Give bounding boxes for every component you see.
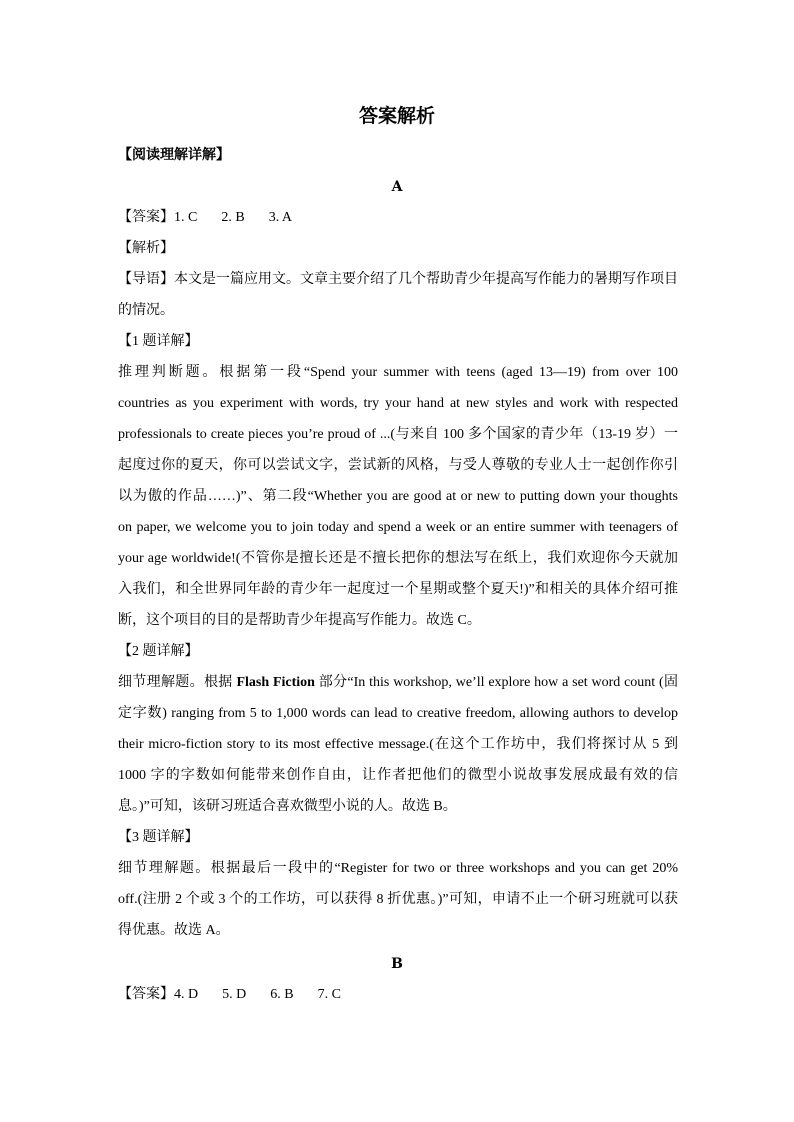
answer-item: 6. B — [270, 987, 294, 1002]
answer-item: 7. C — [317, 987, 341, 1002]
answer-line-b — [118, 985, 678, 1005]
q3-line: off.(注册 2 个或 3 个的工作坊，可以获得 8 折优惠。)”可知，申请不止一个研习班就可以获 — [118, 892, 678, 907]
answer-item: 5. D — [222, 987, 247, 1002]
q2-line — [118, 673, 678, 693]
q1-line: professionals to create pieces you’re proud of ...(与来自 100 多个国家的青少年（13-19 岁）一 — [118, 427, 678, 442]
q2-text: 细节理解题。根据 — [118, 675, 237, 690]
q1-line: 推理判断题。根据第一段“Spend your summer with teens (aged 13—19) from over 100 — [118, 365, 678, 380]
answer-item: 2. B — [221, 210, 245, 225]
q3-line: 细节理解题。根据最后一段中的“Register for two or three workshops and you can get 20% — [118, 861, 678, 876]
q2-line: 定字数) ranging from 5 to 1,000 words can lead to creative freedom, allowing authors to develop — [118, 706, 678, 721]
q1-line: 入我们，和全世界同年龄的青少年一起度过一个星期或整个夏天!)”和相关的具体介绍可推 — [118, 582, 678, 597]
answer-tag: 【答案】 — [118, 987, 174, 1002]
answer-item: 3. A — [268, 210, 293, 225]
q1-line: 以为傲的作品……)”、第二段“Whether you are good at or new to putting down your thoughts — [118, 489, 678, 504]
q1-line: countries as you experiment with words, try your hand at new styles and work with respected — [118, 396, 678, 411]
q1-line: 起度过你的夏天，你可以尝试文字，尝试新的风格，与受人尊敬的专业人士一起创作你引 — [118, 458, 678, 473]
q2-bold-term: Flash Fiction — [236, 675, 315, 690]
q1-line: 断，这个项目的目的是帮助青少年提高写作能力。故选 C。 — [118, 613, 481, 628]
q3-line: 得优惠。故选 A。 — [118, 923, 230, 938]
section-heading: 【阅读理解详解】 — [118, 148, 230, 163]
passage-b-label: B — [391, 956, 403, 972]
answer-item: 1. C — [174, 210, 198, 225]
q1-heading: 【1 题详解】 — [118, 334, 199, 349]
answer-tag: 【答案】 — [118, 210, 174, 225]
passage-a-label: A — [391, 179, 403, 195]
q2-heading: 【2 题详解】 — [118, 644, 199, 659]
q2-line: their micro-fiction story to its most effective message.(在这个工作坊中，我们将探讨从 5 到 — [118, 737, 678, 752]
intro-line: 的情况。 — [118, 303, 174, 318]
q1-line: on paper, we welcome you to join today and spend a week or an entire summer with teenagers of — [118, 520, 678, 535]
q2-text: 部分“In this workshop, we’ll explore how a set word count (固 — [314, 675, 679, 690]
intro-line: 【导语】本文是一篇应用文。文章主要介绍了几个帮助青少年提高写作能力的暑期写作项目 — [118, 272, 678, 287]
q3-heading: 【3 题详解】 — [118, 830, 199, 845]
q1-line: your age worldwide!(不管你是擅长还是不擅长把你的想法写在纸上，我们欢迎你今天就加 — [118, 551, 678, 566]
q2-line: 息。)”可知，该研习班适合喜欢微型小说的人。故选 B。 — [118, 799, 457, 814]
answer-line-a — [118, 208, 678, 228]
q2-line: 1000 字的字数如何能带来创作自由，让作者把他们的微型小说故事发展成最有效的信 — [118, 768, 678, 783]
analysis-tag: 【解析】 — [118, 241, 174, 256]
page-title: 答案解析 — [358, 105, 435, 127]
answer-item: 4. D — [174, 987, 199, 1002]
